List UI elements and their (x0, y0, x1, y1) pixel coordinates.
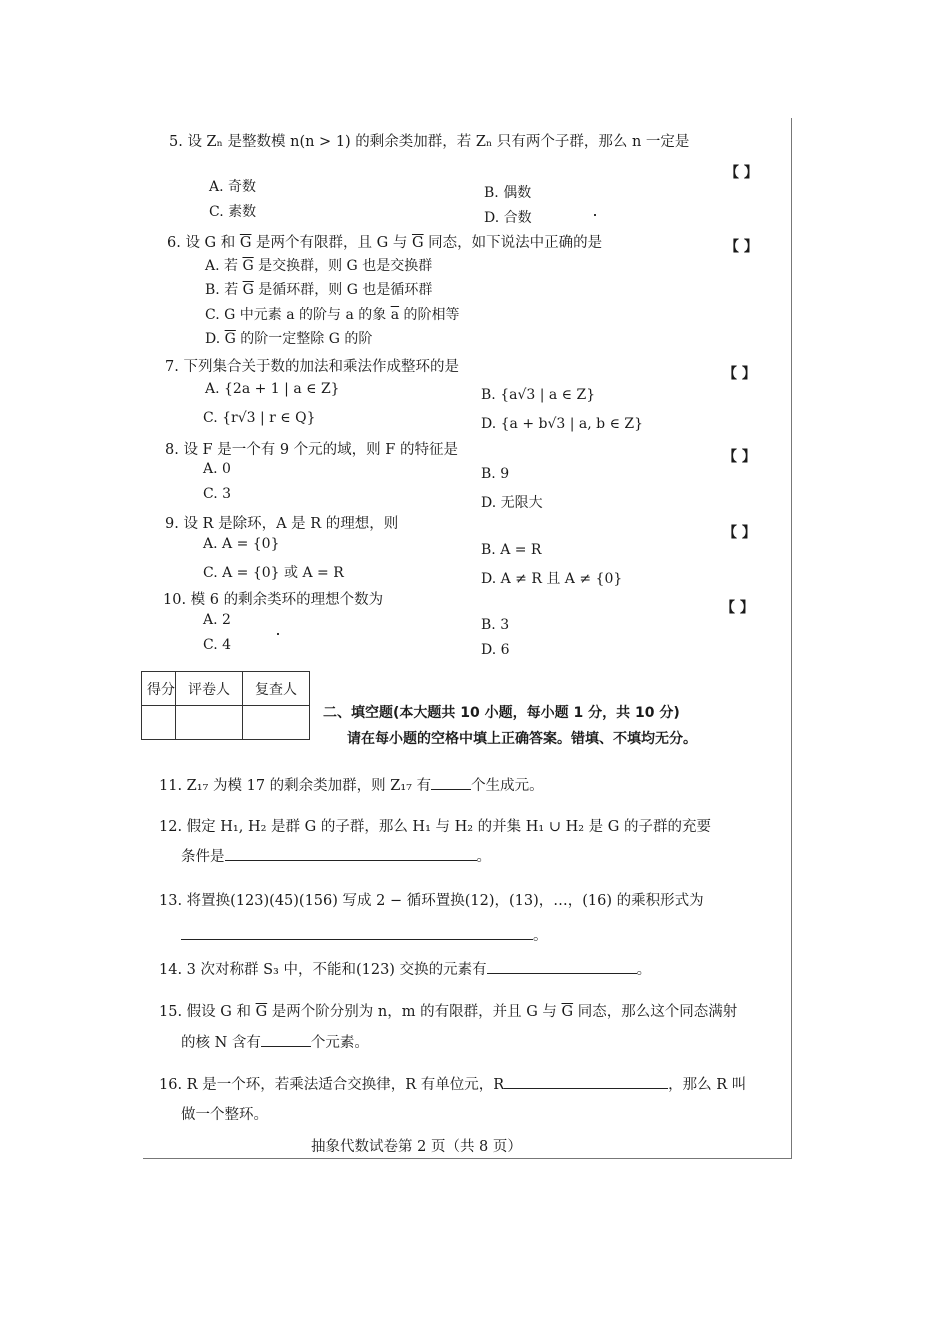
q12-line2: 条件是 。 (181, 845, 491, 866)
q7-answer-bracket: 【 】 (723, 366, 756, 382)
grader-cell[interactable] (176, 706, 243, 740)
q7-option-a: A. {2a + 1 | a ∈ Z} (205, 381, 340, 397)
q10-option-d: D. 6 (481, 642, 510, 658)
q8-stem: 8. 设 F 是一个有 9 个元的域，则 F 的特征是 (165, 442, 458, 458)
q13-line1: 13. 将置换(123)(45)(156) 写成 2 − 循环置换(12)，(13)，…，(16) 的乘积形式为 (159, 893, 704, 909)
q6-stem: 6. 设 G 和 $\overline{G}$ 是两个有限群，且 G 与 $\overline{G}$ 同态，如下说法中正确的是 (167, 235, 603, 251)
q14-blank[interactable] (487, 959, 637, 974)
q5-option-c: C. 素数 (209, 204, 257, 220)
q15-line1: 15. 假设 G 和 $\overline{G}$ 是两个阶分别为 n，m 的有限群，并且 G 与 $\overline{G}$ 同态，那么这个同态满射 (159, 1004, 738, 1020)
q8-answer-bracket: 【 】 (723, 449, 756, 465)
q8-option-d: D. 无限大 (481, 495, 543, 511)
q10-answer-bracket: 【 】 (721, 600, 754, 616)
q5-option-d: D. 合数 (484, 210, 532, 226)
q6-option-c: C. G 中元素 a 的阶与 a 的象 $\overline{a}$ 的阶相等 (205, 307, 460, 323)
q10-stem: 10. 模 6 的剩余类环的理想个数为 (163, 592, 384, 608)
speck (277, 633, 279, 635)
section-2-title: 二、填空题(本大题共 10 小题，每小题 1 分，共 10 分) (323, 705, 680, 721)
q7-stem: 7. 下列集合关于数的加法和乘法作成整环的是 (165, 359, 459, 375)
q12-blank[interactable] (225, 846, 477, 861)
section-2-instruction: 请在每小题的空格中填上正确答案。错填、不填均无分。 (347, 731, 697, 747)
q10-option-a: A. 2 (203, 612, 231, 628)
q11: 11. Z₁₇ 为模 17 的剩余类加群，则 Z₁₇ 有 个生成元。 (159, 774, 544, 795)
exam-page (143, 118, 792, 1159)
score-header-reviewer: 复查人 (243, 672, 310, 706)
q6-option-b: B. 若 $\overline{G}$ 是循环群，则 G 也是循环群 (205, 282, 433, 298)
score-table (141, 671, 310, 740)
reviewer-cell[interactable] (243, 706, 310, 740)
q5-stem: 5. 设 Zₙ 是整数模 n(n > 1) 的剩余类加群，若 Zₙ 只有两个子群，那么 n 一定是 (169, 134, 690, 150)
q5-answer-bracket: 【 】 (725, 165, 758, 181)
q11-blank[interactable] (431, 775, 471, 790)
q13-blank[interactable] (181, 925, 533, 940)
q12-line1: 12. 假定 H₁, H₂ 是群 G 的子群，那么 H₁ 与 H₂ 的并集 H₁ ∪ H₂ 是 G 的子群的充要 (159, 819, 711, 835)
q13-line2: 。 (181, 924, 548, 945)
q7-option-b: B. {a√3 | a ∈ Z} (481, 387, 596, 403)
q6-answer-bracket: 【 】 (725, 239, 758, 255)
q5-option-b: B. 偶数 (484, 185, 532, 201)
q7-option-d: D. {a + b√3 | a, b ∈ Z} (481, 416, 644, 432)
q5-option-a: A. 奇数 (209, 179, 257, 195)
score-header-score: 得分 (142, 672, 176, 706)
q16-line1: 16. R 是一个环，若乘法适合交换律，R 有单位元，R ，那么 R 叫 (159, 1073, 746, 1094)
q10-option-c: C. 4 (203, 637, 232, 653)
q9-option-d: D. A ≠ R 且 A ≠ {0} (481, 571, 623, 587)
score-header-grader: 评卷人 (176, 672, 243, 706)
page-footer: 抽象代数试卷第 2 页（共 8 页） (311, 1139, 522, 1155)
speck (594, 214, 596, 216)
q7-option-c: C. {r√3 | r ∈ Q} (203, 410, 316, 426)
q9-option-c: C. A = {0} 或 A = R (203, 565, 344, 581)
score-cell[interactable] (142, 706, 176, 740)
q9-option-b: B. A = R (481, 542, 542, 558)
q15-blank[interactable] (261, 1032, 311, 1047)
q10-option-b: B. 3 (481, 617, 510, 633)
q6-option-d: D. $\overline{G}$ 的阶一定整除 G 的阶 (205, 331, 373, 347)
q8-option-a: A. 0 (203, 461, 231, 477)
q6-option-a: A. 若 $\overline{G}$ 是交换群，则 G 也是交换群 (205, 258, 433, 274)
q15-line2: 的核 N 含有 个元素。 (181, 1031, 369, 1052)
q14: 14. 3 次对称群 S₃ 中，不能和(123) 交换的元素有 。 (159, 958, 651, 979)
q16-line2: 做一个整环。 (181, 1107, 268, 1123)
q9-stem: 9. 设 R 是除环，A 是 R 的理想，则 (165, 516, 399, 532)
q8-option-b: B. 9 (481, 466, 510, 482)
q16-blank[interactable] (504, 1074, 668, 1089)
q9-option-a: A. A = {0} (203, 536, 280, 552)
q9-answer-bracket: 【 】 (723, 525, 756, 541)
q8-option-c: C. 3 (203, 486, 232, 502)
